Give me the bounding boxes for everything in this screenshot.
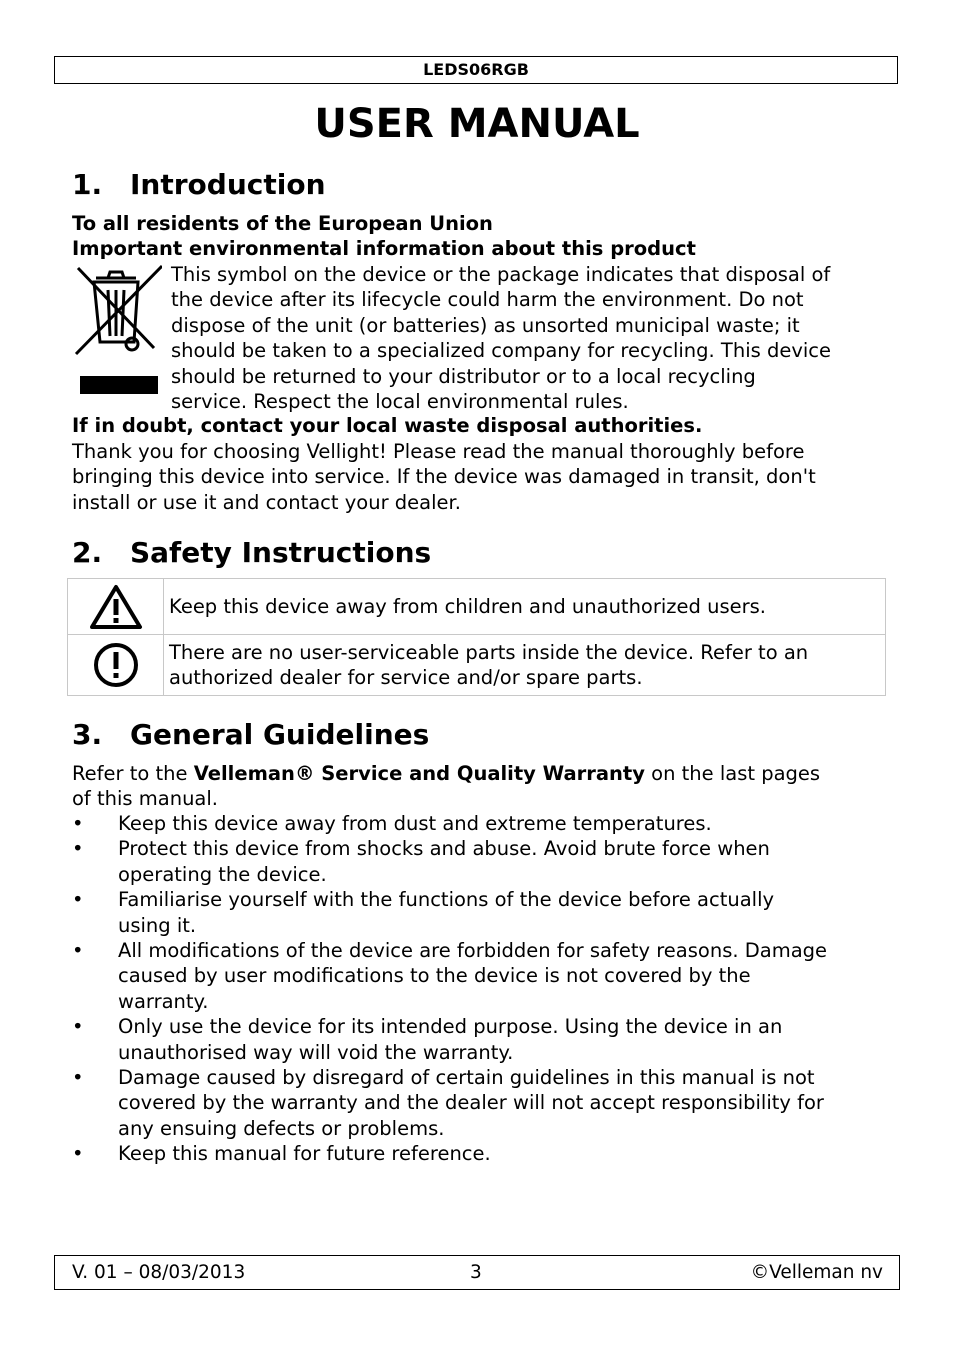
eu-residents-subheading: To all residents of the European Union [72,212,493,235]
text-line: Only use the device for its intended purpose. Using the device in an [118,1015,783,1039]
environmental-info-subheading: Important environmental information about this product [72,237,696,260]
text-line: unauthorised way will void the warranty. [118,1040,514,1064]
warning-triangle-icon [89,584,143,630]
section-title: General Guidelines [130,718,430,751]
model-number: LEDS06RGB [423,60,529,79]
disposal-paragraph [171,262,891,414]
text-line: All modifications of the device are forbidden for safety reasons. Damage [118,939,828,963]
text-line: This symbol on the device or the package indicates that disposal of [171,263,831,286]
list-item [72,1141,892,1166]
text-line: any ensuing defects or problems. [118,1116,445,1140]
thank-you-paragraph [72,439,902,515]
text-line: authorized dealer for service and/or spare parts. [169,666,643,689]
bullet-icon: • [72,939,84,963]
safety-row [68,579,886,635]
list-item [72,1065,892,1141]
section-heading-safety [72,535,431,571]
page-number: 3 [470,1262,482,1283]
bullet-icon: • [72,812,84,835]
safety-row [68,635,886,696]
header-model-box [54,56,898,84]
section-number: 1. [72,168,103,201]
text-line: covered by the warranty and the dealer will not accept responsibility for [118,1091,824,1115]
page-footer [54,1255,900,1290]
text-line: warranty. [118,989,209,1013]
text-line: Damage caused by disregard of certain guidelines in this manual is not [118,1066,815,1090]
bullet-icon: • [72,837,84,861]
text-line: Protect this device from shocks and abuse. Avoid brute force when [118,837,770,861]
guidelines-list [72,811,892,1167]
text-line: Thank you for choosing Vellight! Please read the manual thoroughly before [72,440,805,463]
text-line: There are no user-serviceable parts inside the device. Refer to an [169,640,809,664]
section-title: Safety Instructions [130,536,432,569]
safety-icon-cell [68,635,164,696]
section-number: 2. [72,536,103,569]
text-line: dispose of the unit (or batteries) as unsorted municipal waste; it [171,313,800,337]
section-heading-guidelines [72,717,429,753]
list-item [72,887,892,938]
warranty-name: Velleman® Service and Quality Warranty [193,762,645,785]
bullet-icon: • [72,1066,84,1090]
intro-suffix: on the last pages [644,762,821,785]
list-item [72,938,892,1014]
safety-text [164,635,886,696]
text-line: install or use it and contact your dealer. [72,490,461,514]
safety-text: Keep this device away from children and unauthorized users. [164,579,886,635]
text-line: using it. [118,913,197,937]
exclamation-circle-icon [92,641,140,689]
safety-icon-cell [68,579,164,635]
safety-table [67,578,886,696]
bullet-icon: • [72,1142,84,1166]
guidelines-intro [72,761,902,812]
bullet-icon: • [72,888,84,912]
section-number: 3. [72,718,103,751]
text-line [72,761,902,786]
text-line: should be taken to a specialized company for recycling. This device [171,339,832,363]
document-title: USER MANUAL [314,101,640,147]
text-line: Keep this manual for future reference. [118,1142,491,1166]
text-line: of this manual. [72,787,219,811]
text-line: should be returned to your distributor or to a local recycling [171,364,756,388]
section-title: Introduction [130,168,326,201]
text-line: Keep this device away from dust and extreme temperatures. [118,812,712,835]
text-line: caused by user modifications to the device is not covered by the [118,964,751,988]
list-item [72,1014,892,1065]
crossed-out-bin-icon [74,264,162,396]
text-line: service. Respect the local environmental rules. [171,390,629,414]
list-item [72,811,892,836]
bullet-icon: • [72,1015,84,1039]
text-line: bringing this device into service. If the device was damaged in transit, don't [72,465,816,489]
section-heading-introduction [72,167,326,203]
copyright: ©Velleman nv [750,1262,883,1283]
text-line: Familiarise yourself with the functions of the device before actually [118,888,775,912]
version-date: V. 01 – 08/03/2013 [72,1262,246,1283]
list-item [72,836,892,887]
disposal-notice: If in doubt, contact your local waste disposal authorities. [72,414,703,437]
intro-prefix: Refer to the [72,762,194,785]
text-line: operating the device. [118,862,327,886]
text-line: the device after its lifecycle could harm the environment. Do not [171,288,804,312]
